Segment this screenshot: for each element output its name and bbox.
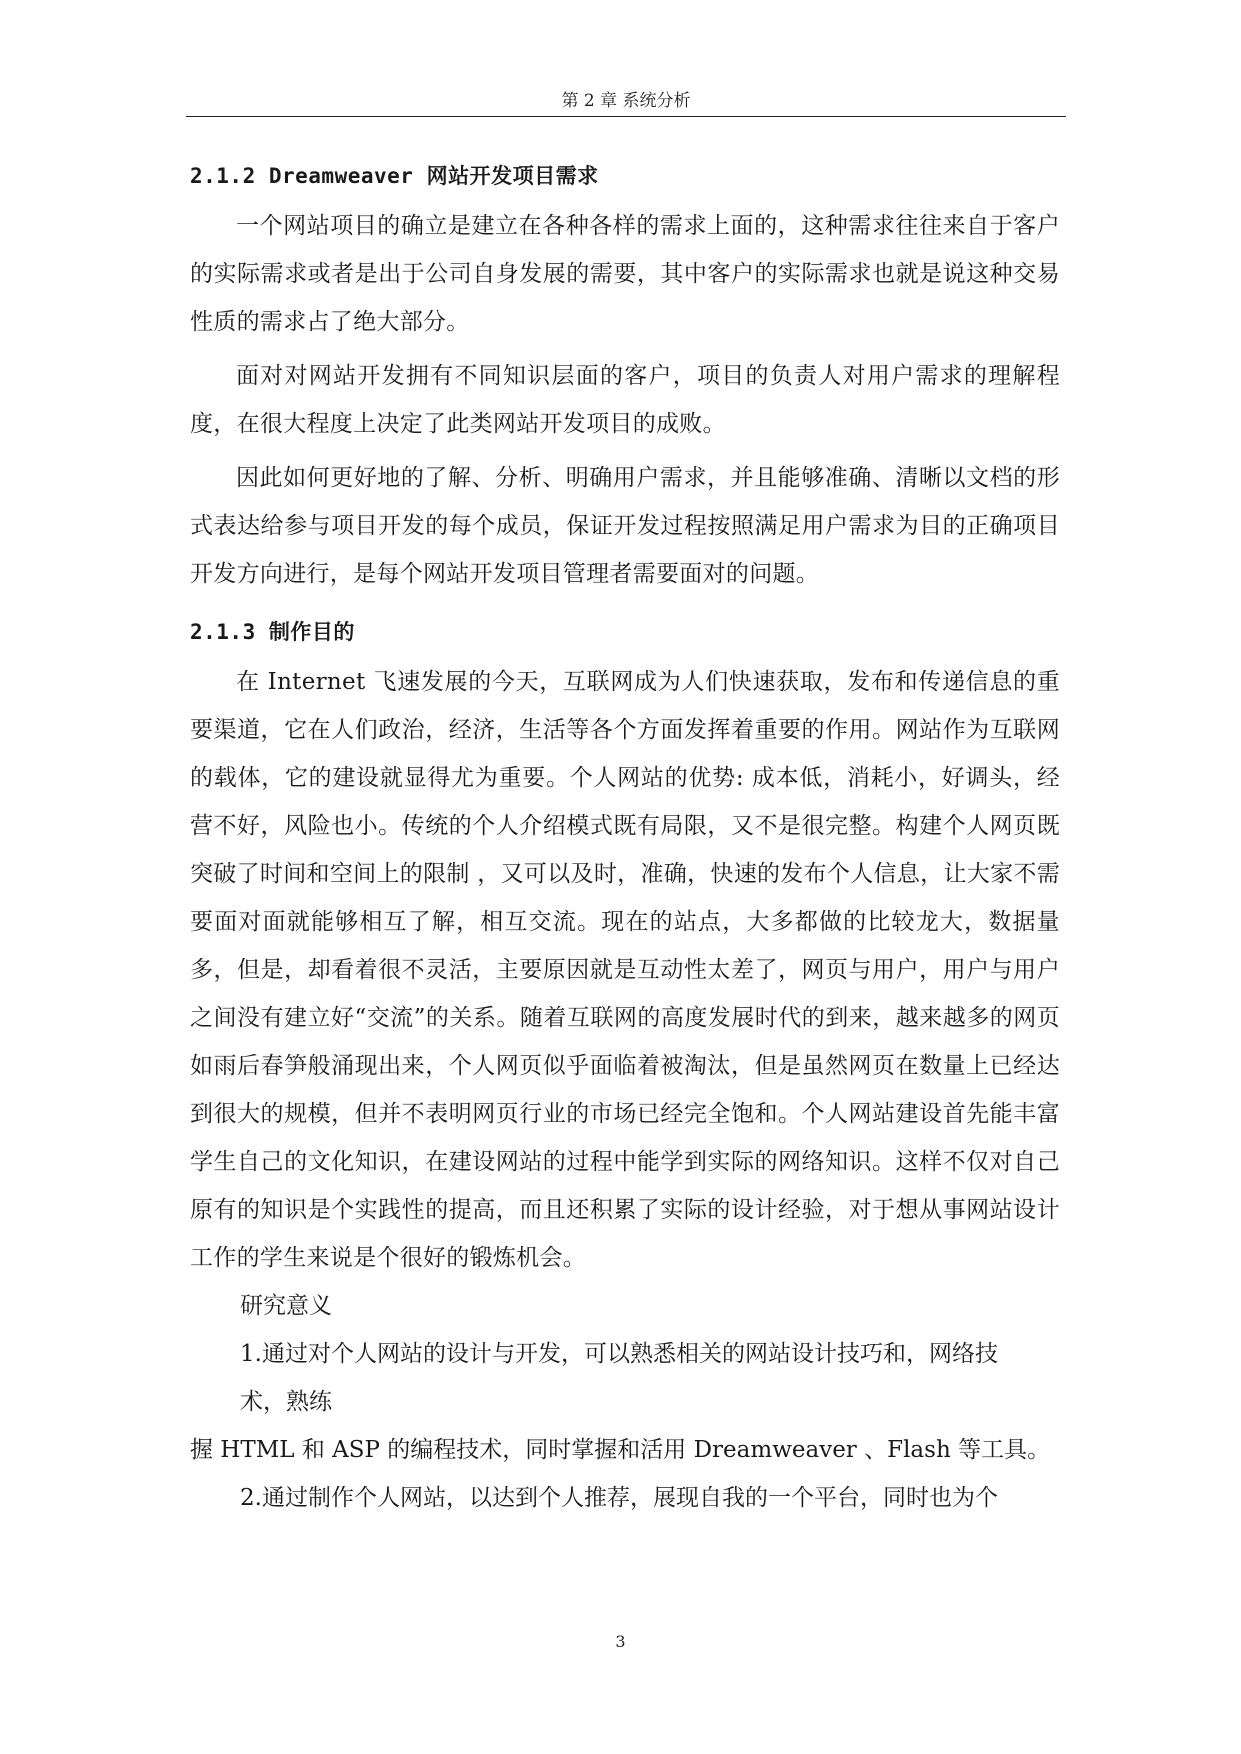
- paragraph: 面对对网站开发拥有不同知识层面的客户，项目的负责人对用户需求的理解程度，在很大程度上决定了此类网站开发项目的成败。: [190, 363, 1060, 437]
- running-header: 第 2 章 系统分析: [561, 91, 691, 111]
- paragraph: 一个网站项目的确立是建立在各种各样的需求上面的，这种需求往往来自于客户的实际需求或者是出于公司自身发展的需要，其中客户的实际需求也就是说这种交易性质的需求占了绝大部分。: [190, 213, 1060, 335]
- research-significance-label: 研究意义: [240, 1293, 332, 1319]
- page-number: 3: [615, 1632, 626, 1651]
- list-item: 2.通过制作个人网站，以达到个人推荐，展现自我的一个平台，同时也为个: [240, 1485, 998, 1511]
- header-rule: [186, 116, 1066, 117]
- list-item-continuation: 握 HTML 和 ASP 的编程技术，同时掌握和活用 Dreamweaver 、Flash 等工具。: [190, 1437, 1051, 1463]
- section-heading-2-1-3: 2.1.3 制作目的: [190, 620, 355, 644]
- list-item-continuation: 术，熟练: [240, 1389, 332, 1415]
- paragraph: 因此如何更好地的了解、分析、明确用户需求，并且能够准确、清晰以文档的形式表达给参与项目开发的每个成员，保证开发过程按照满足用户需求为目的正确项目开发方向进行，是每个网站开发项目管理者需要面对的问题。: [190, 465, 1060, 587]
- list-item: 1.通过对个人网站的设计与开发，可以熟悉相关的网站设计技巧和，网络技: [240, 1341, 998, 1367]
- paragraph: 在 Internet 飞速发展的今天，互联网成为人们快速获取，发布和传递信息的重要渠道，它在人们政治，经济，生活等各个方面发挥着重要的作用。网站作为互联网的载体，它的建设就显得尤为重要。个人网站的优势: 成本低，消耗小，好调头，经营不好，风险也小。传统的个人介绍模式既有局限，又不是很完整。构建个人网页既突破了时间和空间上的限制 ，又可以及时，准确，快速的发布个人信息，让大家不需要面对面就能够相互了解，相互交流。现在的站点，大多都做的比较龙大，数据量多，但是，却看着很不灵活，主要原因就是互动性太差了，网页与用户，用户与用户之间没有建立好“交流”的关系。随着互联网的高度发展时代的到来，越来越多的网页如雨后春笋般涌现出来，个人网页似乎面临着被淘汰，但是虽然网页在数量上已经达到很大的规模，但并不表明网页行业的市场已经完全饱和。个人网站建设首先能丰富学生自己的文化知识，在建设网站的过程中能学到实际的网络知识。这样不仅对自己原有的知识是个实践性的提高，而且还积累了实际的设计经验，对于想从事网站设计工作的学生来说是个很好的锻炼机会。: [190, 669, 1060, 1271]
- section-heading-2-1-2: 2.1.2 Dreamweaver 网站开发项目需求: [190, 164, 599, 188]
- page-body: [190, 150, 1060, 1522]
